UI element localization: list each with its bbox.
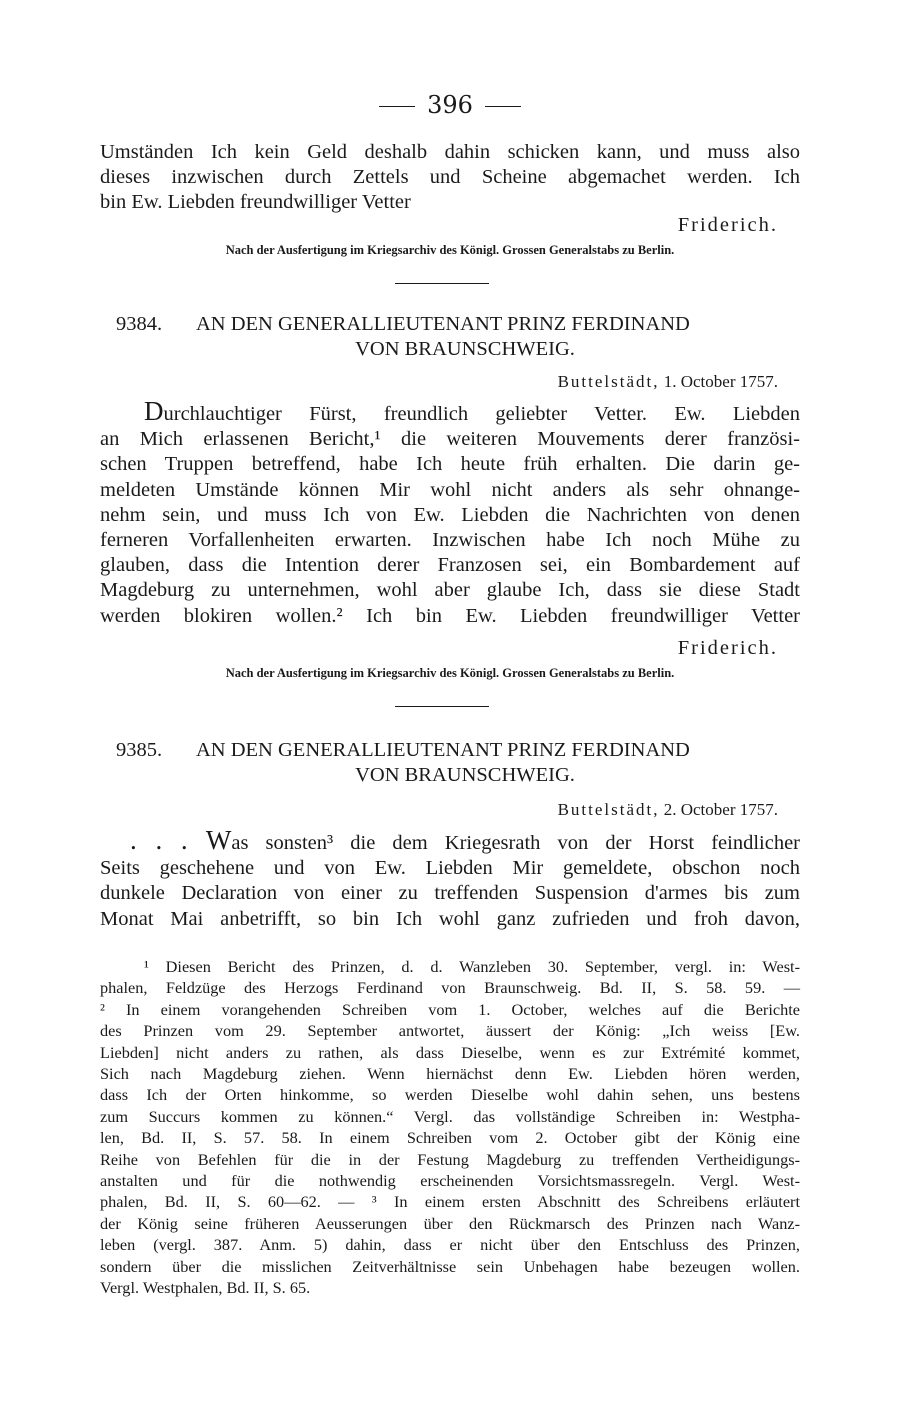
dateline <box>558 372 778 392</box>
section-divider <box>395 706 489 707</box>
letter-number: 9384. <box>116 313 163 335</box>
text-line: schen Truppen betreffend, habe Ich heute früh erhalten. Die darin ge- <box>100 453 800 476</box>
text-line: Umständen Ich kein Geld deshalb dahin schicken kann, und muss also <box>100 141 800 163</box>
header-dash-right <box>485 106 521 107</box>
footnote-line: zum Succurs kommen zu können.“ Vergl. das vollständige Schreiben in: Westpha- <box>100 1106 800 1126</box>
text-line: bin Ew. Liebden freundwilliger Vetter <box>100 191 411 214</box>
footnote-line: Liebden] nicht anders zu rathen, als dass Dieselbe, wenn es zur Extrémité kommet, <box>100 1042 800 1062</box>
dateline-place: Buttelstädt, <box>557 372 660 391</box>
text-line: Seits geschehene und von Ew. Liebden Mir gemeldete, obschon noch <box>100 857 800 880</box>
text-line: nehm sein, und muss Ich von Ew. Liebden die Nachrichten von denen <box>100 503 800 526</box>
page-number: 396 <box>427 91 473 119</box>
text-line: an Mich erlassenen Bericht,¹ die weiteren Mouvements derer französi- <box>100 428 800 451</box>
text-line: meldeten Umstände können Mir wohl nicht anders als sehr ohnange- <box>100 478 800 501</box>
footnote-line: Vergl. Westphalen, Bd. II, S. 65. <box>100 1278 311 1298</box>
dateline <box>558 800 778 820</box>
footnote-line: ¹ Diesen Bericht des Prinzen, d. d. Wanzleben 30. September, vergl. in: West- <box>144 957 800 976</box>
source-note: Nach der Ausfertigung im Kriegsarchiv des Königl. Grossen Generalstabs zu Berlin. <box>225 666 675 680</box>
source-note: Nach der Ausfertigung im Kriegsarchiv des Königl. Grossen Generalstabs zu Berlin. <box>225 243 675 257</box>
footnote-line: dass Ich der Orten hinkomme, so werden Dieselbe wohl dahin sehen, uns bestens <box>100 1085 800 1105</box>
text-line: Monat Mai anbetrifft, so bin Ich wohl ganz zufrieden und froh davon, <box>100 907 800 930</box>
footnotes <box>100 956 800 1299</box>
letter-number: 9385. <box>116 739 163 761</box>
signature: Friderich. <box>677 214 778 236</box>
text-line: dunkele Declaration von einer zu treffenden Suspension d'armes bis zum <box>100 882 800 905</box>
letter-heading-9384 <box>100 312 800 362</box>
footnote-line: phalen, Feldzüge des Herzogs Ferdinand von Braunschweig. Bd. II, S. 58. 59. — <box>100 978 800 998</box>
footnote-line: phalen, Bd. II, S. 60—62. — ³ In einem ersten Abschnitt des Schreibens erläutert <box>100 1192 800 1212</box>
footnote-line: der König seine früheren Aeusserungen über den Rückmarsch des Prinzen nach Wanz- <box>100 1213 800 1233</box>
signature: Friderich. <box>677 637 778 659</box>
footnote-line: len, Bd. II, S. 57. 58. In einem Schreiben vom 2. October gibt der König eine <box>100 1128 800 1148</box>
footnote-line: ² In einem vorangehenden Schreiben vom 1. October, welches auf die Berichte <box>100 999 800 1019</box>
page-number-header <box>0 90 900 120</box>
text-line: werden blokiren wollen.² Ich bin Ew. Liebden freundwilliger Vetter <box>100 604 800 627</box>
heading-line-2: VON BRAUNSCHWEIG. <box>355 338 575 360</box>
heading-line-1: AN DEN GENERALLIEUTENANT PRINZ FERDINAND <box>196 739 690 761</box>
text-line: dieses inzwischen durch Zettels und Scheine abgemachet werden. Ich <box>100 166 800 189</box>
section-divider <box>395 283 489 284</box>
heading-line-1: AN DEN GENERALLIEUTENANT PRINZ FERDINAND <box>196 313 690 335</box>
footnote-line: anstalten und für die nothwendig erscheinenden Vorsichtsmassregeln. Vergl. West- <box>100 1171 800 1191</box>
footnote-line: sondern über die misslichen Zeitverhältnisse sein Unbehagen habe bezeugen wollen. <box>100 1256 800 1276</box>
letter-body-9384 <box>100 396 800 629</box>
footnote-line: Reihe von Befehlen für die in der Festung Magdeburg zu treffenden Vertheidigungs- <box>100 1149 800 1169</box>
header-dash-left <box>379 106 415 107</box>
letter-body-9385 <box>100 825 800 932</box>
text-line: Durchlauchtiger Fürst, freundlich geliebter Vetter. Ew. Liebden <box>144 396 800 426</box>
dateline-place: Buttelstädt, <box>557 800 660 819</box>
letter-heading-9385 <box>100 738 800 788</box>
text-line: glauben, dass die Intention derer Franzosen sei, ein Bombardement auf <box>100 554 800 577</box>
text-line: . . . Was sonsten³ die dem Kriegesrath von der Horst feindlicher <box>130 825 800 855</box>
carryover-paragraph <box>100 140 800 216</box>
text-line: ferneren Vorfallenheiten erwarten. Inzwischen habe Ich noch Mühe zu <box>100 529 800 552</box>
dateline-date: 2. October 1757. <box>663 800 778 819</box>
dateline-date: 1. October 1757. <box>663 372 778 391</box>
heading-line-2: VON BRAUNSCHWEIG. <box>355 764 575 786</box>
footnote-line: Sich nach Magdeburg ziehen. Wenn hiernächst denn Ew. Liebden hören werden, <box>100 1064 800 1084</box>
footnote-line: leben (vergl. 387. Anm. 5) dahin, dass er nicht über den Entschluss des Prinzen, <box>100 1235 800 1255</box>
drop-cap: . . . W <box>130 825 232 855</box>
drop-cap: D <box>144 396 164 426</box>
text-line: Magdeburg zu unternehmen, wohl aber glaube Ich, dass sie diese Stadt <box>100 579 800 602</box>
footnote-line: des Prinzen vom 29. September antwortet, äussert der König: „Ich weiss [Ew. <box>100 1021 800 1041</box>
